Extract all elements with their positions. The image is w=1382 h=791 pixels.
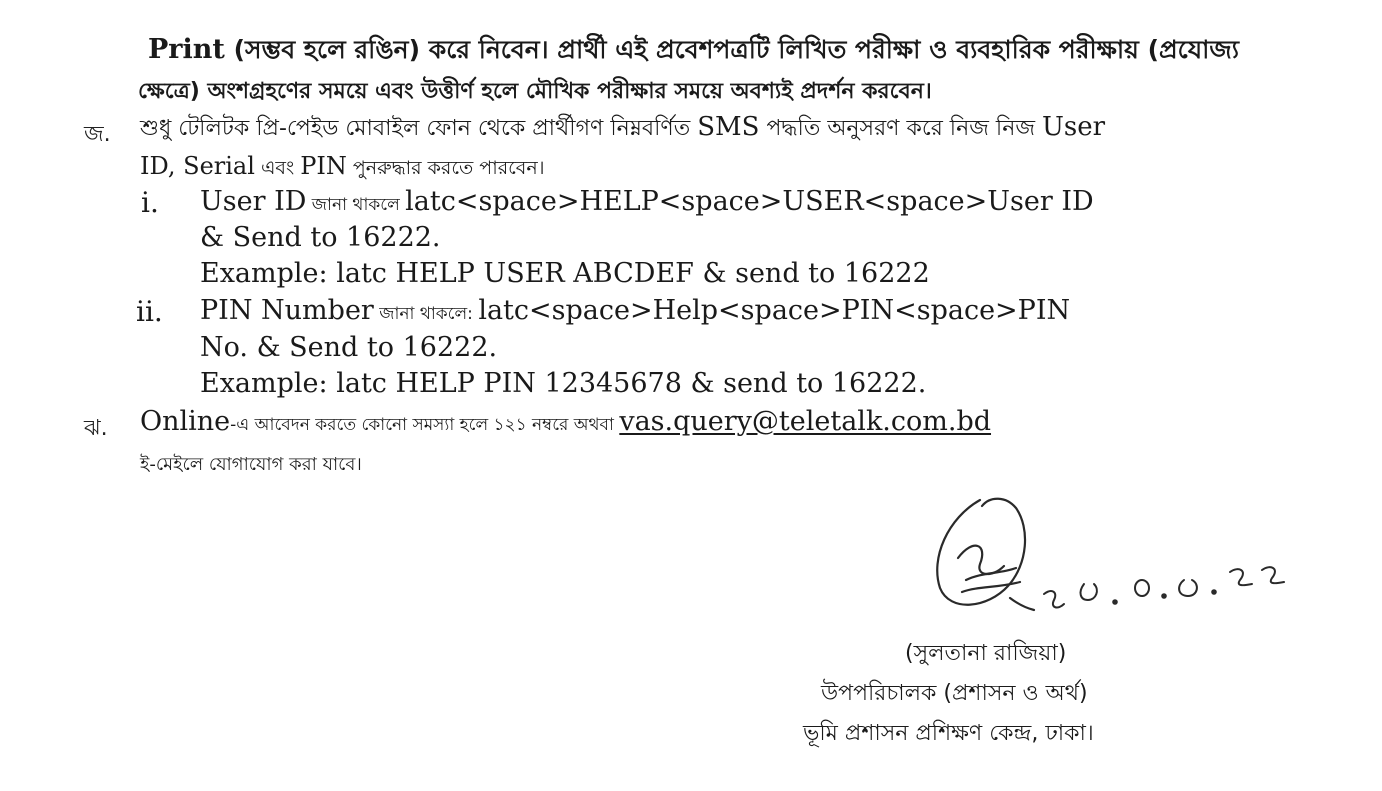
- sub-item-i-line-2: & Send to 16222.: [200, 222, 441, 253]
- item-ja-text-a: শুধু টেলিটক প্রি-পেইড মোবাইল ফোন থেকে প্রার্থীগণ নিম্নবর্ণিত: [140, 116, 698, 141]
- pin-number-text: PIN Number: [200, 295, 374, 326]
- sub-item-ii-line-1: [200, 295, 1070, 329]
- signature-tail: [1010, 598, 1034, 610]
- online-help-text: -এ আবেদন করতে কোনো সমস্যা হলে ১২১ নম্বরে অথবা: [230, 415, 620, 435]
- sms-format-pin: latc<space>Help<space>PIN<space>PIN: [478, 295, 1071, 326]
- handwritten-signature: [918, 488, 1308, 638]
- sms-word: SMS: [697, 112, 760, 142]
- signatory-office: ভূমি প্রশাসন প্রশিক্ষণ কেন্দ্র, ঢাকা।: [803, 721, 1094, 746]
- print-instruction-text: (সম্ভব হলে রঙিন) করে নিবেন। প্রার্থী এই প্রবেশপত্রটি লিখিত পরীক্ষা ও ব্যবহারিক পরীক্ষায় (প্রযোজ্য: [224, 35, 1239, 64]
- user-id-text: User ID: [200, 186, 307, 217]
- user-word: User: [1042, 112, 1106, 142]
- sub-item-i-line-1: [200, 186, 1094, 220]
- signature-scribble-3: [962, 582, 1020, 592]
- online-word: Online: [140, 406, 231, 437]
- print-instruction-line-1: [148, 30, 1239, 73]
- sub-item-i-example: Example: latc HELP USER ABCDEF & send to 16222: [200, 258, 930, 289]
- item-jha-marker: ঝ.: [84, 416, 108, 441]
- if-known-text-2: জানা থাকলে:: [373, 304, 479, 324]
- recover-text: পুনরুদ্ধার করতে পারবেন।: [346, 157, 545, 179]
- item-ja-line-1: [140, 111, 1105, 148]
- support-email-link[interactable]: vas.query@teletalk.com.bd: [619, 406, 992, 437]
- sub-item-ii-example: Example: latc HELP PIN 12345678 & send to 16222.: [200, 368, 927, 399]
- pin-word: PIN: [300, 152, 347, 180]
- sub-item-ii-marker: ii.: [136, 295, 163, 328]
- print-instruction-line-2: ক্ষেত্রে) অংশগ্রহণের সময়ে এবং উত্তীর্ণ হলে মৌখিক পরীক্ষার সময়ে অবশ্যই প্রদর্শন করবেন।: [138, 79, 932, 104]
- item-jha-line-1: [140, 406, 991, 440]
- sub-item-ii-line-2: No. & Send to 16222.: [200, 332, 498, 363]
- signatory-name: (সুলতানা রাজিয়া): [905, 641, 1067, 666]
- item-ja-line-2: [140, 152, 545, 186]
- id-serial-text: ID, Serial: [140, 152, 255, 180]
- item-jha-line-2: ই-মেইলে যোগাযোগ করা যাবে।: [140, 454, 362, 475]
- item-ja-text-b: পদ্ধতি অনুসরণ করে নিজ নিজ: [759, 116, 1042, 141]
- signature-scribble-1: [958, 546, 1004, 574]
- print-word: Print: [148, 34, 225, 65]
- if-known-text: জানা থাকলে: [306, 195, 406, 215]
- sub-item-i-marker: i.: [141, 186, 159, 219]
- item-ja-marker: জ.: [84, 122, 111, 147]
- signatory-title: উপপরিচালক (প্রশাসন ও অর্থ): [821, 681, 1088, 706]
- handwritten-date: [1044, 567, 1284, 607]
- and-text: এবং: [254, 157, 301, 179]
- sms-format-user: latc<space>HELP<space>USER<space>User ID: [405, 186, 1094, 217]
- signature-scribble-2: [966, 568, 1016, 580]
